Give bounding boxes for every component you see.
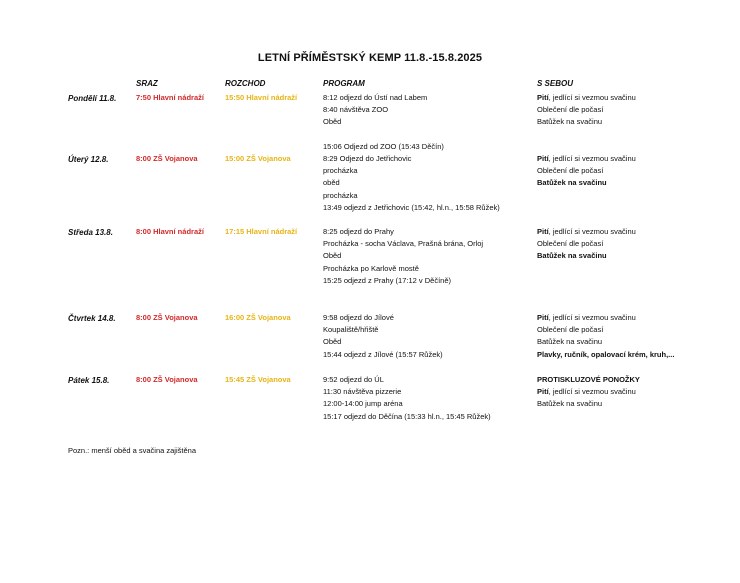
program-line: 11:30 návštěva pizzerie bbox=[323, 387, 402, 397]
program-line: 8:25 odjezd do Prahy bbox=[323, 227, 394, 236]
program-line: 15:25 odjezd z Prahy (17:12 v Děčíně) bbox=[323, 275, 451, 285]
sebou-cell bbox=[537, 92, 636, 129]
program-line: Oběd bbox=[323, 337, 342, 347]
program-line: 15:44 odjezd z Jílové (15:57 Růžek) bbox=[323, 349, 443, 359]
program-line: procházka bbox=[323, 190, 358, 200]
sebou-line: Batůžek na svačinu bbox=[537, 251, 607, 261]
sebou-line: Batůžek na svačinu bbox=[537, 117, 603, 127]
sraz-cell: 7:50 Hlavní nádraží bbox=[136, 93, 204, 102]
sebou-line: Batůžek na svačinu bbox=[537, 337, 603, 347]
sraz-cell: 8:00 ZŠ Vojanova bbox=[136, 375, 198, 384]
rozchod-cell: 17:15 Hlavní nádraží bbox=[225, 227, 298, 236]
rozchod-cell: 16:00 ZŠ Vojanova bbox=[225, 313, 291, 322]
day-label: Pondělí 11.8. bbox=[68, 94, 117, 103]
program-line: Oběd bbox=[323, 117, 342, 127]
sebou-line: Oblečení dle počasí bbox=[537, 166, 604, 176]
sebou-line: Batůžek na svačinu bbox=[537, 178, 607, 188]
page-title: LETNÍ PŘÍMĚSTSKÝ KEMP 11.8.-15.8.2025 bbox=[257, 52, 483, 64]
program-line: oběd bbox=[323, 178, 340, 188]
program-line: Procházka po Karlově mostě bbox=[323, 263, 419, 273]
sebou-cell bbox=[537, 153, 636, 190]
program-line: Oběd bbox=[323, 251, 342, 261]
rozchod-cell: 15:50 Hlavní nádraží bbox=[225, 93, 298, 102]
sebou-line: Pití, jedlící si vezmou svačinu bbox=[537, 387, 636, 397]
program-line: 9:58 odjezd do Jílové bbox=[323, 313, 394, 322]
sebou-line: Pití, jedlící si vezmou svačinu bbox=[537, 313, 636, 322]
day-label: Pátek 15.8. bbox=[68, 376, 110, 385]
day-label: Středa 13.8. bbox=[68, 228, 113, 237]
header-sraz: SRAZ bbox=[136, 79, 158, 88]
program-line: 8:29 Odjezd do Jetřichovic bbox=[323, 154, 412, 163]
sebou-cell bbox=[537, 374, 640, 411]
program-cell bbox=[323, 92, 444, 153]
program-cell bbox=[323, 312, 443, 361]
sebou-cell bbox=[537, 226, 636, 263]
program-cell bbox=[323, 226, 483, 287]
sebou-line: Plavky, ručník, opalovací krém, kruh,... bbox=[537, 349, 675, 359]
program-line bbox=[323, 129, 444, 141]
sebou-cell bbox=[537, 312, 674, 361]
rozchod-cell: 15:00 ZŠ Vojanova bbox=[225, 154, 291, 163]
sebou-line: PROTISKLUZOVÉ PONOŽKY bbox=[537, 375, 640, 384]
rozchod-cell: 15:45 ZŠ Vojanova bbox=[225, 375, 291, 384]
program-line: 9:52 odjezd do ÚL bbox=[323, 375, 384, 384]
day-label: Úterý 12.8. bbox=[68, 155, 109, 164]
program-line: 8:40 návštěva ZOO bbox=[323, 105, 389, 115]
program-cell bbox=[323, 153, 500, 214]
program-line: 13:49 odjezd z Jetřichovic (15:42, hl.n., 15:58 Růžek) bbox=[323, 202, 500, 212]
program-line: Koupaliště/hřiště bbox=[323, 325, 379, 335]
program-line: 15:06 Odjezd od ZOO (15:43 Děčín) bbox=[323, 141, 444, 151]
program-cell bbox=[323, 374, 491, 423]
sebou-line: Pití, jedlící si vezmou svačinu bbox=[537, 227, 636, 236]
sraz-cell: 8:00 ZŠ Vojanova bbox=[136, 313, 198, 322]
sebou-line: Oblečení dle počasí bbox=[537, 239, 604, 249]
day-label: Čtvrtek 14.8. bbox=[68, 314, 116, 323]
sebou-line: Pití, jedlící si vezmou svačinu bbox=[537, 93, 636, 102]
footnote: Pozn.: menší oběd a svačina zajištěna bbox=[68, 446, 196, 455]
header-rozchod: ROZCHOD bbox=[225, 79, 266, 88]
sebou-line: Oblečení dle počasí bbox=[537, 105, 604, 115]
sraz-cell: 8:00 Hlavní nádraží bbox=[136, 227, 204, 236]
program-line: 8:12 odjezd do Ústí nad Labem bbox=[323, 93, 428, 102]
sebou-line: Pití, jedlící si vezmou svačinu bbox=[537, 154, 636, 163]
sebou-line: Oblečení dle počasí bbox=[537, 325, 604, 335]
program-line: 15:17 odjezd do Děčína (15:33 hl.n., 15:45 Růžek) bbox=[323, 411, 491, 421]
sebou-line: Batůžek na svačinu bbox=[537, 399, 603, 409]
header-program: PROGRAM bbox=[323, 79, 365, 88]
program-line: 12:00-14:00 jump aréna bbox=[323, 399, 403, 409]
sraz-cell: 8:00 ZŠ Vojanova bbox=[136, 154, 198, 163]
header-sebou: S SEBOU bbox=[537, 79, 574, 88]
program-line: Procházka - socha Václava, Prašná brána, Orloj bbox=[323, 239, 484, 249]
program-line: procházka bbox=[323, 166, 358, 176]
